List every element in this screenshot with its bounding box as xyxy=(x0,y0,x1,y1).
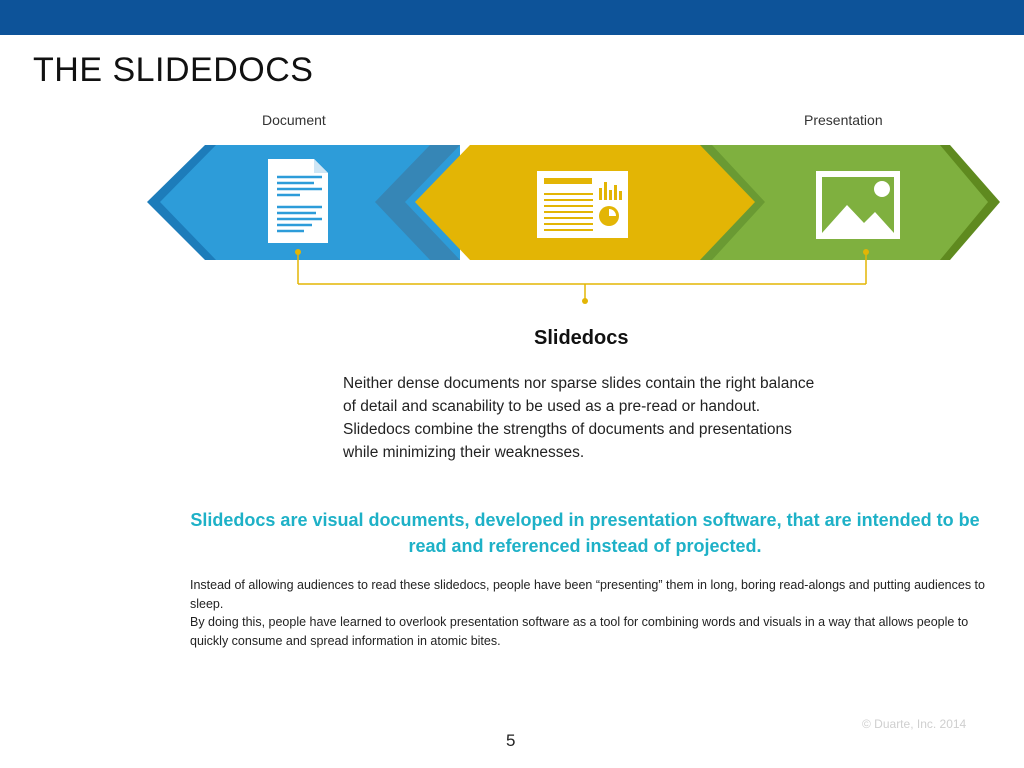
slidedocs-definition: Slidedocs are visual documents, developed in presentation software, that are intended to be read and referenced instead of projected. xyxy=(190,510,980,556)
copyright-notice: © Duarte, Inc. 2014 xyxy=(862,717,967,731)
image-icon xyxy=(816,171,900,239)
page-number: 5 xyxy=(506,731,516,750)
document-label: Document xyxy=(262,112,326,128)
slide-title: THE SLIDEDOCS xyxy=(33,51,314,89)
body-text xyxy=(190,576,990,650)
body-paragraph: Instead of allowing audiences to read these slidedocs, people have been “presenting” them in long, boring read-alongs and putting audiences to sleep. xyxy=(190,578,985,611)
document-icon xyxy=(268,159,328,243)
presentation-label: Presentation xyxy=(804,112,883,128)
slidedocs-subheading: Slidedocs xyxy=(534,327,629,349)
slidedocs-spectrum-diagram xyxy=(0,0,1024,320)
slidedocs-description: Neither dense documents nor sparse slides contain the right balance of detail and scanability to be used as a pre-read or handout. Slidedocs combine the strengths of documents and presentations while minimizing their weaknesses. xyxy=(343,375,815,461)
body-paragraph: By doing this, people have learned to overlook presentation software as a tool for combining words and visuals in a way that allows people to quickly consume and spread information in atomic bites. xyxy=(190,615,969,648)
slidedoc-icon xyxy=(537,171,628,238)
